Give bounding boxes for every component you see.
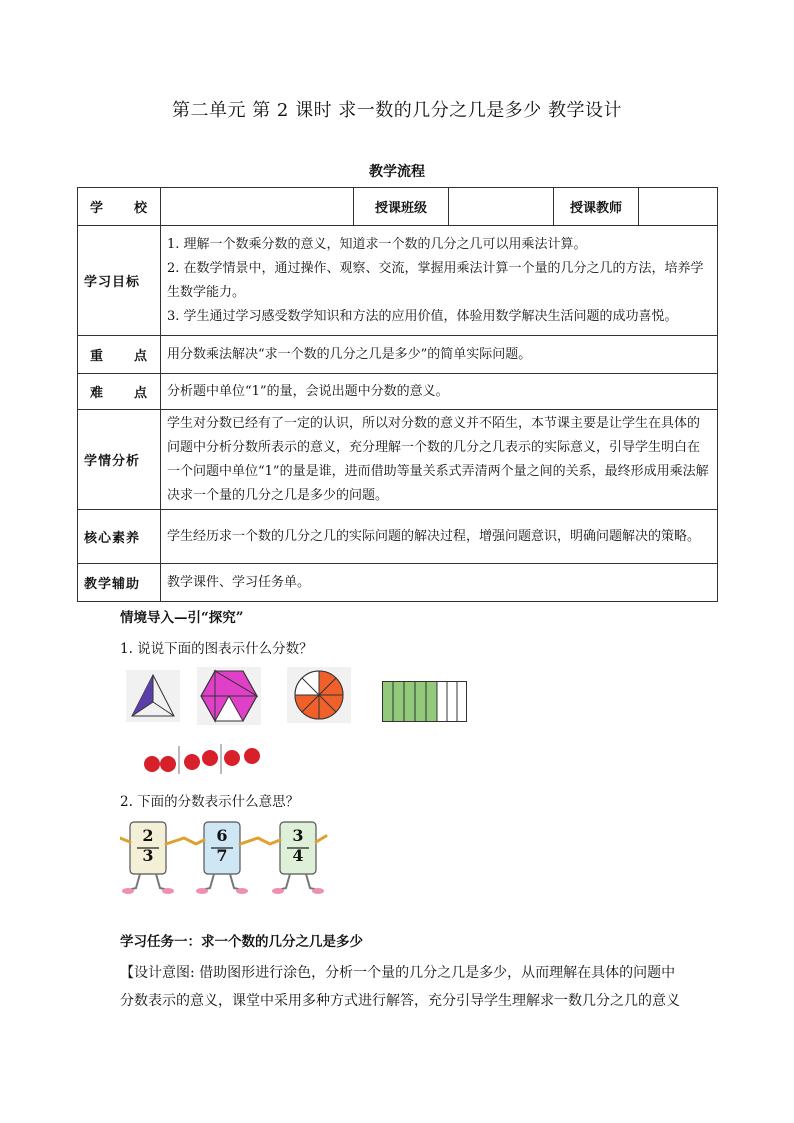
- card-arm: [120, 838, 130, 842]
- card-shoe: [236, 888, 248, 894]
- apples-figure: [140, 742, 266, 776]
- card-arm: [316, 836, 326, 842]
- question-1: 1. 说说下面的图表示什么分数？: [120, 641, 313, 657]
- school-label: 学 校: [78, 188, 161, 226]
- core-label: 核心素养: [78, 510, 161, 564]
- task1-heading: 学习任务一：求一个数的几分之几是多少: [120, 934, 363, 950]
- card-leg: [278, 874, 290, 890]
- card-shoe: [196, 888, 208, 894]
- intro-heading: 情境导入—引“探究”: [120, 610, 244, 626]
- apple-icon: [184, 754, 200, 770]
- aids-content: 教学课件、学习任务单。: [161, 564, 718, 602]
- triangle-figure: [126, 670, 180, 722]
- goal-item: 3. 学生通过学习感受数学知识和方法的应用价值，体验用数学解决生活问题的成功喜悦。: [167, 308, 678, 324]
- question-2: 2. 下面的分数表示什么意思？: [120, 794, 300, 810]
- card-shoe: [162, 888, 174, 894]
- bar-figure: [382, 681, 468, 723]
- card-shoe: [272, 888, 284, 894]
- card-arm: [166, 838, 204, 844]
- card-leg: [230, 874, 242, 890]
- apple-icon: [244, 748, 260, 764]
- key-content: 用分数乘法解决“求一个数的几分之几是多少”的简单实际问题。: [161, 336, 718, 374]
- bar-shaded-part: [383, 682, 437, 722]
- core-content: 学生经历求一个数的几分之几的实际问题的解决过程，增强问题意识，明确问题解决的策略。: [161, 510, 718, 564]
- teacher-value: [639, 188, 718, 226]
- goals-content: [161, 226, 718, 336]
- section-subtitle: 教学流程: [369, 164, 425, 180]
- goals-label: 学习目标: [78, 226, 161, 336]
- card-leg: [128, 874, 140, 890]
- goal-item: 1. 理解一个数乘分数的意义，知道求一个数的几分之几可以用乘法计算。: [167, 236, 587, 252]
- card-shoe: [122, 888, 134, 894]
- fraction-label: [130, 826, 166, 866]
- card-shoe: [312, 888, 324, 894]
- fraction-label: [204, 826, 240, 866]
- apple-icon: [202, 750, 218, 766]
- card-leg: [306, 874, 318, 890]
- analysis-label: 学情分析: [78, 410, 161, 510]
- apple-icon: [144, 756, 160, 772]
- design-intent-line: 【设计意图: 借助图形进行涂色，分析一个量的几分之几是多少，从而理解在具体的问题中: [120, 965, 676, 981]
- fraction-numerator: 2: [142, 826, 154, 845]
- fraction-label: [280, 826, 316, 866]
- fraction-denominator: 4: [292, 846, 304, 865]
- lesson-info-table: [77, 187, 718, 602]
- card-leg: [156, 874, 168, 890]
- apple-icon: [224, 750, 240, 766]
- design-intent-line: 分数表示的意义，课堂中采用多种方式进行解答，充分引导学生理解求一数几分之几的意义: [120, 993, 680, 1009]
- apple-icon: [160, 756, 176, 772]
- circle-figure: [287, 667, 351, 723]
- fraction-denominator: 7: [216, 846, 228, 865]
- difficulty-label: 难 点: [78, 374, 161, 410]
- goal-item: 2. 在数学情景中，通过操作、观察、交流，掌握用乘法计算一个量的几分之几的方法，培养学生数学能力。: [167, 260, 704, 300]
- fraction-denominator: 3: [142, 846, 154, 865]
- teacher-label: 授课教师: [554, 188, 639, 226]
- fraction-numerator: 6: [216, 826, 228, 845]
- hexagon-figure: [197, 667, 261, 725]
- card-leg: [202, 874, 214, 890]
- card-arm: [240, 838, 280, 844]
- difficulty-content: 分析题中单位“1”的量，会说出题中分数的意义。: [161, 374, 718, 410]
- fraction-cards-figure: [120, 814, 330, 898]
- class-label: 授课班级: [354, 188, 449, 226]
- class-value: [449, 188, 554, 226]
- page-title: 第二单元 第 2 课时 求一数的几分之几是多少 教学设计: [171, 100, 623, 121]
- aids-label: 教学辅助: [78, 564, 161, 602]
- analysis-content: 学生对分数已经有了一定的认识，所以对分数的意义并不陌生，本节课主要是让学生在具体的问题中分析分数所表示的意义，充分理解一个数的几分之几表示的实际意义，引导学生明白在一个问题中单位“1”的量是谁，进而借助等量关系式弄清两个量之间的关系，最终形成用乘法解决求一个量的几分之几是多少的问题。: [161, 410, 718, 510]
- school-value: [161, 188, 354, 226]
- key-label: 重 点: [78, 336, 161, 374]
- fraction-numerator: 3: [292, 826, 304, 845]
